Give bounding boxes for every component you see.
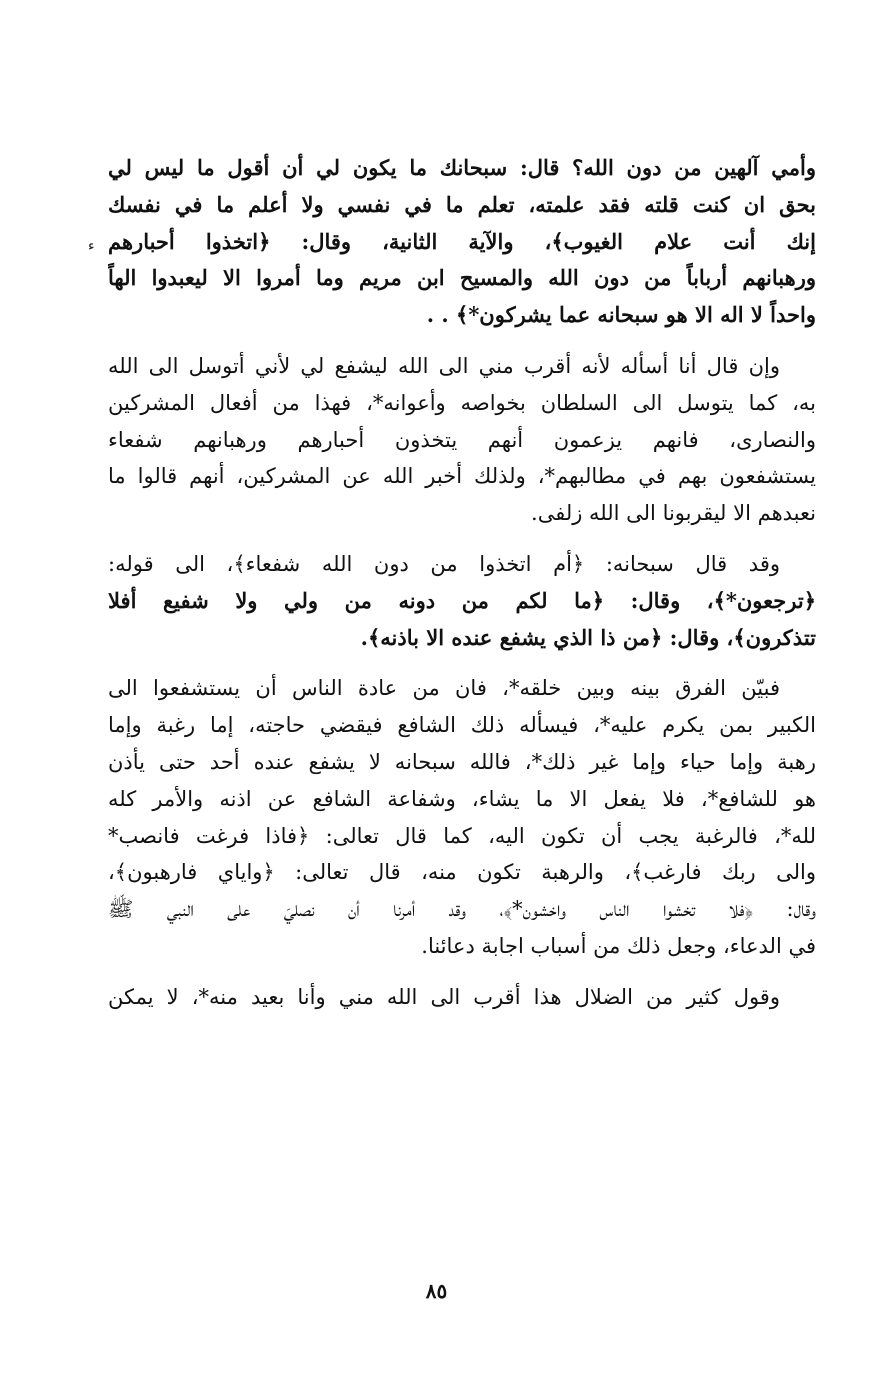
- text-line: إنك أنت علام الغيوب﴾، والآية الثانية، وقال: ﴿اتخذوا أحبارهم: [108, 228, 816, 254]
- text-line: لله*، فالرغبة يجب أن تكون اليه، كما قال تعالى: ﴿فاذا فرغت فانصب*: [108, 823, 816, 848]
- margin-mark: ء: [88, 238, 95, 254]
- text-line: الكبير بمن يكرم عليه*، فيسأله ذلك الشافع فيقضي حاجته، إما رغبة وإما: [108, 713, 816, 738]
- text-line: هو للشافع*، فلا يفعل الا ما يشاء، وشفاعة الشافع عن اذنه والأمر كله: [108, 786, 816, 811]
- text-line: فبيّن الفرق بينه وبين خلقه*، فان من عادة الناس أن يستشفعوا الى: [108, 676, 780, 701]
- text-line: به، كما يتوسل الى السلطان بخواصه وأعوانه*، فهذا من أفعال المشركين: [108, 390, 816, 415]
- text-line: رهبة وإما حياء وإما غير ذلك*، فالله سبحانه لا يشفع عنده أحد حتى يأذن: [108, 749, 816, 774]
- paragraph: [108, 670, 816, 964]
- text-line: وأمي آلهين من دون الله؟ قال: سبحانك ما يكون لي أن أقول ما ليس لي: [108, 155, 816, 180]
- text-line: يستشفعون بهم في مطالبهم*، ولذلك أخبر الله عن المشركين، أنهم قالوا ما: [108, 464, 816, 489]
- text-line: واحداً لا اله الا هو سبحانه عما يشركون*﴾ . .: [426, 302, 816, 328]
- text-line: بحق ان كنت قلته فقد علمته، تعلم ما في نفسي ولا أعلم ما في نفسك: [108, 191, 816, 217]
- text-line: نعبدهم الا ليقربونا الى الله زلفى.: [531, 501, 816, 526]
- text-line: وقد قال سبحانه: ﴿أم اتخذوا من دون الله شفعاء﴾، الى قوله:: [108, 551, 780, 576]
- text-line: وقول كثير من الضلال هذا أقرب الى الله مني وأنا بعيد منه*، لا يمكن: [108, 984, 780, 1009]
- text-line: ورهبانهم أرباباً من دون الله والمسيح ابن مريم وما أمروا الا ليعبدوا الهاً: [108, 265, 816, 291]
- text-line: والى ربك فارغب﴾، والرهبة تكون منه، قال تعالى: ﴿واياي فارهبون﴾،: [108, 860, 816, 885]
- text-line: وقال: ﴿فلا تخشوا الناس واخشون*﴾، وقد أمرنا أن نصليَ على النبي ﷺ: [108, 897, 816, 922]
- paragraph-quran-quote: [108, 150, 816, 334]
- text-line: والنصارى، فانهم يزعمون أنهم يتخذون أحبارهم ورهبانهم شفعاء: [108, 427, 816, 452]
- text-line: تتذكرون﴾، وقال: ﴿من ذا الذي يشفع عنده الا باذنه﴾.: [360, 624, 816, 650]
- paragraph: [108, 348, 816, 532]
- text-line: ﴿ترجعون*﴾، وقال: ﴿ما لكم من دونه من ولي ولا شفيع أفلا: [108, 587, 816, 613]
- page-body: [108, 150, 816, 1030]
- text-line: في الدعاء، وجعل ذلك من أسباب اجابة دعائنا.: [421, 933, 816, 958]
- text-line: وإن قال أنا أسأله لأنه أقرب مني الى الله ليشفع لي لأني أتوسل الى الله: [108, 353, 780, 378]
- page-number: ٨٥: [425, 1279, 448, 1303]
- paragraph: [108, 979, 816, 1016]
- paragraph: [108, 546, 816, 656]
